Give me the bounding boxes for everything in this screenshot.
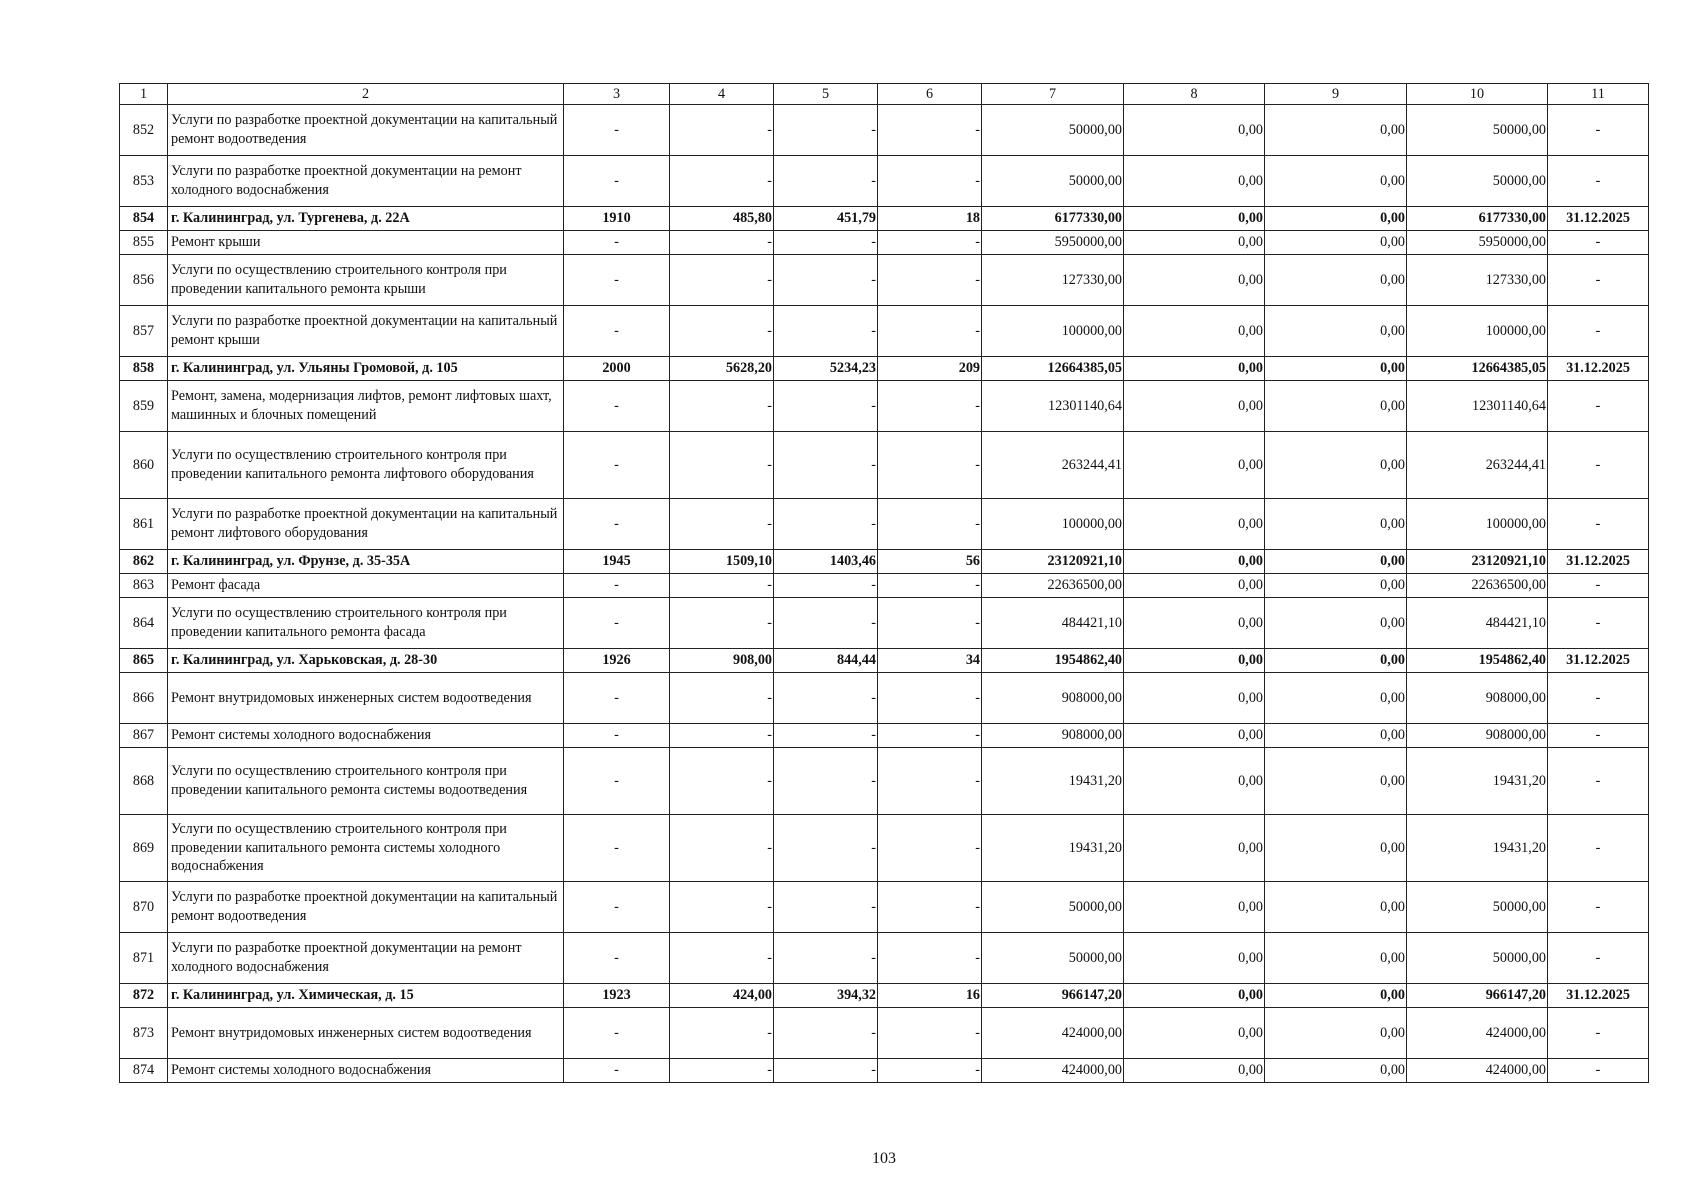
row-number-cell: 854 [120, 207, 168, 231]
table-row [120, 105, 1649, 156]
cost-col-8-cell: 0,00 [1124, 815, 1265, 882]
cost-col-8-cell: 0,00 [1124, 357, 1265, 381]
cost-col-8-cell: 0,00 [1124, 598, 1265, 649]
completion-date-cell: 31.12.2025 [1548, 550, 1649, 574]
residents-count-cell: 18 [878, 207, 982, 231]
year-built-cell: - [564, 933, 670, 984]
cost-col-9-cell: 0,00 [1265, 933, 1407, 984]
year-built-cell: - [564, 815, 670, 882]
cost-col-8-cell: 0,00 [1124, 933, 1265, 984]
row-number-cell: 865 [120, 649, 168, 673]
completion-date-cell: - [1548, 105, 1649, 156]
row-name-cell: Ремонт системы холодного водоснабжения [168, 724, 564, 748]
cost-col-9-cell: 0,00 [1265, 499, 1407, 550]
year-built-cell: - [564, 748, 670, 815]
total-cost-cell: 908000,00 [982, 673, 1124, 724]
column-header: 10 [1407, 84, 1548, 105]
living-area-cell: - [774, 105, 878, 156]
year-built-cell: 1923 [564, 984, 670, 1008]
cost-col-8-cell: 0,00 [1124, 984, 1265, 1008]
cost-col-10-cell: 424000,00 [1407, 1008, 1548, 1059]
year-built-cell: - [564, 432, 670, 499]
completion-date-cell: - [1548, 231, 1649, 255]
table-row [120, 1008, 1649, 1059]
column-header: 2 [168, 84, 564, 105]
year-built-cell: - [564, 381, 670, 432]
completion-date-cell: 31.12.2025 [1548, 207, 1649, 231]
table-row [120, 673, 1649, 724]
row-number-cell: 855 [120, 231, 168, 255]
row-number-cell: 870 [120, 882, 168, 933]
cost-col-8-cell: 0,00 [1124, 156, 1265, 207]
cost-col-8-cell: 0,00 [1124, 748, 1265, 815]
row-number-cell: 872 [120, 984, 168, 1008]
residents-count-cell: - [878, 574, 982, 598]
cost-col-9-cell: 0,00 [1265, 381, 1407, 432]
column-header: 9 [1265, 84, 1407, 105]
residents-count-cell: - [878, 231, 982, 255]
row-name-cell: Услуги по разработке проектной документации на капитальный ремонт водоотведения [168, 882, 564, 933]
year-built-cell: - [564, 1059, 670, 1083]
cost-col-9-cell: 0,00 [1265, 207, 1407, 231]
column-header: 3 [564, 84, 670, 105]
total-cost-cell: 12301140,64 [982, 381, 1124, 432]
living-area-cell: - [774, 306, 878, 357]
row-number-cell: 857 [120, 306, 168, 357]
total-cost-cell: 6177330,00 [982, 207, 1124, 231]
row-number-cell: 863 [120, 574, 168, 598]
column-header: 8 [1124, 84, 1265, 105]
row-name-cell: Ремонт системы холодного водоснабжения [168, 1059, 564, 1083]
cost-col-9-cell: 0,00 [1265, 156, 1407, 207]
living-area-cell: 1403,46 [774, 550, 878, 574]
completion-date-cell: 31.12.2025 [1548, 357, 1649, 381]
living-area-cell: - [774, 574, 878, 598]
row-name-cell: Услуги по разработке проектной документации на капитальный ремонт водоотведения [168, 105, 564, 156]
row-name-cell: Услуги по разработке проектной документации на капитальный ремонт лифтового оборудования [168, 499, 564, 550]
row-name-cell: Услуги по осуществлению строительного контроля при проведении капитального ремонта системы водоотведения [168, 748, 564, 815]
completion-date-cell: - [1548, 598, 1649, 649]
living-area-cell: 451,79 [774, 207, 878, 231]
residents-count-cell: - [878, 724, 982, 748]
cost-col-9-cell: 0,00 [1265, 815, 1407, 882]
row-name-cell: г. Калининград, ул. Тургенева, д. 22А [168, 207, 564, 231]
year-built-cell: - [564, 255, 670, 306]
cost-col-9-cell: 0,00 [1265, 673, 1407, 724]
row-number-cell: 852 [120, 105, 168, 156]
cost-col-10-cell: 263244,41 [1407, 432, 1548, 499]
cost-col-10-cell: 127330,00 [1407, 255, 1548, 306]
residents-count-cell: - [878, 673, 982, 724]
cost-col-10-cell: 12301140,64 [1407, 381, 1548, 432]
cost-col-9-cell: 0,00 [1265, 724, 1407, 748]
row-number-cell: 861 [120, 499, 168, 550]
year-built-cell: 1910 [564, 207, 670, 231]
total-cost-cell: 22636500,00 [982, 574, 1124, 598]
total-cost-cell: 19431,20 [982, 748, 1124, 815]
year-built-cell: 1926 [564, 649, 670, 673]
living-area-cell: - [774, 156, 878, 207]
total-cost-cell: 19431,20 [982, 815, 1124, 882]
living-area-cell: - [774, 933, 878, 984]
cost-col-10-cell: 5950000,00 [1407, 231, 1548, 255]
row-name-cell: г. Калининград, ул. Ульяны Громовой, д. 105 [168, 357, 564, 381]
total-area-cell: 908,00 [670, 649, 774, 673]
living-area-cell: - [774, 1008, 878, 1059]
living-area-cell: - [774, 882, 878, 933]
year-built-cell: - [564, 499, 670, 550]
table-row [120, 381, 1649, 432]
residents-count-cell: - [878, 499, 982, 550]
cost-col-10-cell: 22636500,00 [1407, 574, 1548, 598]
row-name-cell: Ремонт фасада [168, 574, 564, 598]
completion-date-cell: - [1548, 306, 1649, 357]
cost-col-8-cell: 0,00 [1124, 255, 1265, 306]
total-area-cell: - [670, 1059, 774, 1083]
cost-col-8-cell: 0,00 [1124, 381, 1265, 432]
cost-col-9-cell: 0,00 [1265, 748, 1407, 815]
living-area-cell: 394,32 [774, 984, 878, 1008]
completion-date-cell: - [1548, 815, 1649, 882]
row-name-cell: Услуги по осуществлению строительного контроля при проведении капитального ремонта системы холодного водоснабжения [168, 815, 564, 882]
year-built-cell: - [564, 105, 670, 156]
column-header: 11 [1548, 84, 1649, 105]
table-row [120, 231, 1649, 255]
table-row [120, 574, 1649, 598]
cost-col-9-cell: 0,00 [1265, 255, 1407, 306]
table-row [120, 882, 1649, 933]
cost-col-8-cell: 0,00 [1124, 550, 1265, 574]
cost-col-10-cell: 50000,00 [1407, 882, 1548, 933]
living-area-cell: 844,44 [774, 649, 878, 673]
total-cost-cell: 23120921,10 [982, 550, 1124, 574]
row-number-cell: 864 [120, 598, 168, 649]
completion-date-cell: - [1548, 156, 1649, 207]
total-area-cell: - [670, 574, 774, 598]
cost-col-10-cell: 50000,00 [1407, 105, 1548, 156]
house-row [120, 207, 1649, 231]
total-cost-cell: 100000,00 [982, 499, 1124, 550]
row-name-cell: Ремонт, замена, модернизация лифтов, ремонт лифтовых шахт, машинных и блочных помещений [168, 381, 564, 432]
residents-count-cell: - [878, 598, 982, 649]
total-area-cell: - [670, 306, 774, 357]
cost-col-8-cell: 0,00 [1124, 1008, 1265, 1059]
column-header: 1 [120, 84, 168, 105]
row-name-cell: Ремонт внутридомовых инженерных систем водоотведения [168, 673, 564, 724]
residents-count-cell: - [878, 432, 982, 499]
cost-col-9-cell: 0,00 [1265, 1059, 1407, 1083]
row-number-cell: 867 [120, 724, 168, 748]
cost-col-8-cell: 0,00 [1124, 724, 1265, 748]
house-row [120, 550, 1649, 574]
cost-col-9-cell: 0,00 [1265, 574, 1407, 598]
total-area-cell: - [670, 724, 774, 748]
total-cost-cell: 424000,00 [982, 1059, 1124, 1083]
completion-date-cell: - [1548, 1059, 1649, 1083]
cost-col-8-cell: 0,00 [1124, 649, 1265, 673]
cost-col-8-cell: 0,00 [1124, 432, 1265, 499]
living-area-cell: - [774, 381, 878, 432]
table-row [120, 499, 1649, 550]
cost-col-10-cell: 50000,00 [1407, 156, 1548, 207]
living-area-cell: - [774, 432, 878, 499]
residents-count-cell: - [878, 882, 982, 933]
table-row [120, 724, 1649, 748]
table-row [120, 748, 1649, 815]
row-number-cell: 869 [120, 815, 168, 882]
cost-col-8-cell: 0,00 [1124, 673, 1265, 724]
completion-date-cell: - [1548, 882, 1649, 933]
table-row [120, 306, 1649, 357]
residents-count-cell: 56 [878, 550, 982, 574]
cost-col-10-cell: 19431,20 [1407, 815, 1548, 882]
repair-program-table [119, 83, 1649, 1083]
cost-col-9-cell: 0,00 [1265, 357, 1407, 381]
total-area-cell: - [670, 432, 774, 499]
cost-col-8-cell: 0,00 [1124, 1059, 1265, 1083]
total-area-cell: - [670, 231, 774, 255]
cost-col-9-cell: 0,00 [1265, 306, 1407, 357]
total-cost-cell: 5950000,00 [982, 231, 1124, 255]
row-name-cell: Услуги по разработке проектной документации на ремонт холодного водоснабжения [168, 933, 564, 984]
living-area-cell: 5234,23 [774, 357, 878, 381]
column-header: 5 [774, 84, 878, 105]
completion-date-cell: - [1548, 432, 1649, 499]
row-name-cell: г. Калининград, ул. Химическая, д. 15 [168, 984, 564, 1008]
year-built-cell: - [564, 673, 670, 724]
cost-col-8-cell: 0,00 [1124, 882, 1265, 933]
total-area-cell: - [670, 815, 774, 882]
total-cost-cell: 1954862,40 [982, 649, 1124, 673]
total-cost-cell: 424000,00 [982, 1008, 1124, 1059]
cost-col-10-cell: 100000,00 [1407, 499, 1548, 550]
row-number-cell: 874 [120, 1059, 168, 1083]
cost-col-9-cell: 0,00 [1265, 1008, 1407, 1059]
residents-count-cell: - [878, 381, 982, 432]
cost-col-10-cell: 100000,00 [1407, 306, 1548, 357]
cost-col-10-cell: 1954862,40 [1407, 649, 1548, 673]
row-number-cell: 856 [120, 255, 168, 306]
cost-col-10-cell: 6177330,00 [1407, 207, 1548, 231]
total-cost-cell: 908000,00 [982, 724, 1124, 748]
page-number: 103 [872, 1150, 896, 1167]
living-area-cell: - [774, 255, 878, 306]
cost-col-8-cell: 0,00 [1124, 574, 1265, 598]
column-number-row [120, 84, 1649, 105]
residents-count-cell: 16 [878, 984, 982, 1008]
cost-col-10-cell: 23120921,10 [1407, 550, 1548, 574]
residents-count-cell: - [878, 1008, 982, 1059]
total-area-cell: 5628,20 [670, 357, 774, 381]
row-name-cell: Услуги по осуществлению строительного контроля при проведении капитального ремонта крыши [168, 255, 564, 306]
house-row [120, 984, 1649, 1008]
year-built-cell: - [564, 231, 670, 255]
year-built-cell: 1945 [564, 550, 670, 574]
row-number-cell: 862 [120, 550, 168, 574]
total-cost-cell: 966147,20 [982, 984, 1124, 1008]
column-header: 6 [878, 84, 982, 105]
year-built-cell: - [564, 724, 670, 748]
completion-date-cell: - [1548, 574, 1649, 598]
cost-col-9-cell: 0,00 [1265, 984, 1407, 1008]
row-name-cell: Услуги по разработке проектной документации на ремонт холодного водоснабжения [168, 156, 564, 207]
column-header: 4 [670, 84, 774, 105]
living-area-cell: - [774, 598, 878, 649]
living-area-cell: - [774, 673, 878, 724]
total-area-cell: - [670, 381, 774, 432]
living-area-cell: - [774, 499, 878, 550]
year-built-cell: - [564, 882, 670, 933]
cost-col-9-cell: 0,00 [1265, 550, 1407, 574]
total-area-cell: 424,00 [670, 984, 774, 1008]
row-number-cell: 873 [120, 1008, 168, 1059]
table-row [120, 815, 1649, 882]
living-area-cell: - [774, 231, 878, 255]
table-row [120, 255, 1649, 306]
completion-date-cell: - [1548, 499, 1649, 550]
row-number-cell: 871 [120, 933, 168, 984]
column-header: 7 [982, 84, 1124, 105]
total-area-cell: - [670, 748, 774, 815]
cost-col-9-cell: 0,00 [1265, 105, 1407, 156]
completion-date-cell: - [1548, 673, 1649, 724]
cost-col-9-cell: 0,00 [1265, 649, 1407, 673]
total-area-cell: - [670, 933, 774, 984]
residents-count-cell: - [878, 306, 982, 357]
cost-col-9-cell: 0,00 [1265, 432, 1407, 499]
cost-col-10-cell: 12664385,05 [1407, 357, 1548, 381]
row-number-cell: 853 [120, 156, 168, 207]
completion-date-cell: - [1548, 1008, 1649, 1059]
total-cost-cell: 100000,00 [982, 306, 1124, 357]
total-area-cell: - [670, 499, 774, 550]
table-row [120, 432, 1649, 499]
row-number-cell: 858 [120, 357, 168, 381]
house-row [120, 357, 1649, 381]
cost-col-10-cell: 19431,20 [1407, 748, 1548, 815]
table-row [120, 933, 1649, 984]
cost-col-8-cell: 0,00 [1124, 306, 1265, 357]
row-name-cell: Услуги по осуществлению строительного контроля при проведении капитального ремонта лифтового оборудования [168, 432, 564, 499]
cost-col-8-cell: 0,00 [1124, 207, 1265, 231]
total-cost-cell: 50000,00 [982, 105, 1124, 156]
table-row [120, 598, 1649, 649]
year-built-cell: - [564, 306, 670, 357]
residents-count-cell: - [878, 1059, 982, 1083]
row-name-cell: Ремонт внутридомовых инженерных систем водоотведения [168, 1008, 564, 1059]
year-built-cell: - [564, 598, 670, 649]
total-area-cell: - [670, 1008, 774, 1059]
cost-col-10-cell: 424000,00 [1407, 1059, 1548, 1083]
row-number-cell: 860 [120, 432, 168, 499]
cost-col-9-cell: 0,00 [1265, 882, 1407, 933]
row-name-cell: г. Калининград, ул. Харьковская, д. 28-30 [168, 649, 564, 673]
completion-date-cell: 31.12.2025 [1548, 984, 1649, 1008]
total-area-cell: 1509,10 [670, 550, 774, 574]
year-built-cell: - [564, 156, 670, 207]
residents-count-cell: - [878, 815, 982, 882]
row-number-cell: 859 [120, 381, 168, 432]
row-name-cell: Услуги по разработке проектной документации на капитальный ремонт крыши [168, 306, 564, 357]
cost-col-8-cell: 0,00 [1124, 105, 1265, 156]
cost-col-10-cell: 908000,00 [1407, 673, 1548, 724]
living-area-cell: - [774, 815, 878, 882]
completion-date-cell: - [1548, 381, 1649, 432]
living-area-cell: - [774, 724, 878, 748]
total-cost-cell: 12664385,05 [982, 357, 1124, 381]
total-cost-cell: 50000,00 [982, 933, 1124, 984]
total-area-cell: - [670, 598, 774, 649]
total-cost-cell: 50000,00 [982, 156, 1124, 207]
completion-date-cell: - [1548, 255, 1649, 306]
total-cost-cell: 263244,41 [982, 432, 1124, 499]
year-built-cell: 2000 [564, 357, 670, 381]
table-row [120, 1059, 1649, 1083]
cost-col-8-cell: 0,00 [1124, 231, 1265, 255]
cost-col-10-cell: 966147,20 [1407, 984, 1548, 1008]
cost-col-10-cell: 908000,00 [1407, 724, 1548, 748]
total-area-cell: - [670, 673, 774, 724]
residents-count-cell: 34 [878, 649, 982, 673]
total-cost-cell: 127330,00 [982, 255, 1124, 306]
residents-count-cell: - [878, 105, 982, 156]
total-area-cell: - [670, 105, 774, 156]
row-name-cell: г. Калининград, ул. Фрунзе, д. 35-35А [168, 550, 564, 574]
year-built-cell: - [564, 1008, 670, 1059]
residents-count-cell: - [878, 748, 982, 815]
total-cost-cell: 484421,10 [982, 598, 1124, 649]
row-number-cell: 868 [120, 748, 168, 815]
table-row [120, 156, 1649, 207]
residents-count-cell: 209 [878, 357, 982, 381]
completion-date-cell: - [1548, 933, 1649, 984]
completion-date-cell: - [1548, 748, 1649, 815]
row-name-cell: Услуги по осуществлению строительного контроля при проведении капитального ремонта фасада [168, 598, 564, 649]
completion-date-cell: 31.12.2025 [1548, 649, 1649, 673]
living-area-cell: - [774, 748, 878, 815]
row-name-cell: Ремонт крыши [168, 231, 564, 255]
cost-col-10-cell: 50000,00 [1407, 933, 1548, 984]
residents-count-cell: - [878, 933, 982, 984]
cost-col-9-cell: 0,00 [1265, 231, 1407, 255]
house-row [120, 649, 1649, 673]
total-area-cell: 485,80 [670, 207, 774, 231]
cost-col-10-cell: 484421,10 [1407, 598, 1548, 649]
year-built-cell: - [564, 574, 670, 598]
completion-date-cell: - [1548, 724, 1649, 748]
row-number-cell: 866 [120, 673, 168, 724]
total-area-cell: - [670, 156, 774, 207]
residents-count-cell: - [878, 156, 982, 207]
residents-count-cell: - [878, 255, 982, 306]
total-area-cell: - [670, 255, 774, 306]
cost-col-9-cell: 0,00 [1265, 598, 1407, 649]
total-cost-cell: 50000,00 [982, 882, 1124, 933]
cost-col-8-cell: 0,00 [1124, 499, 1265, 550]
total-area-cell: - [670, 882, 774, 933]
living-area-cell: - [774, 1059, 878, 1083]
